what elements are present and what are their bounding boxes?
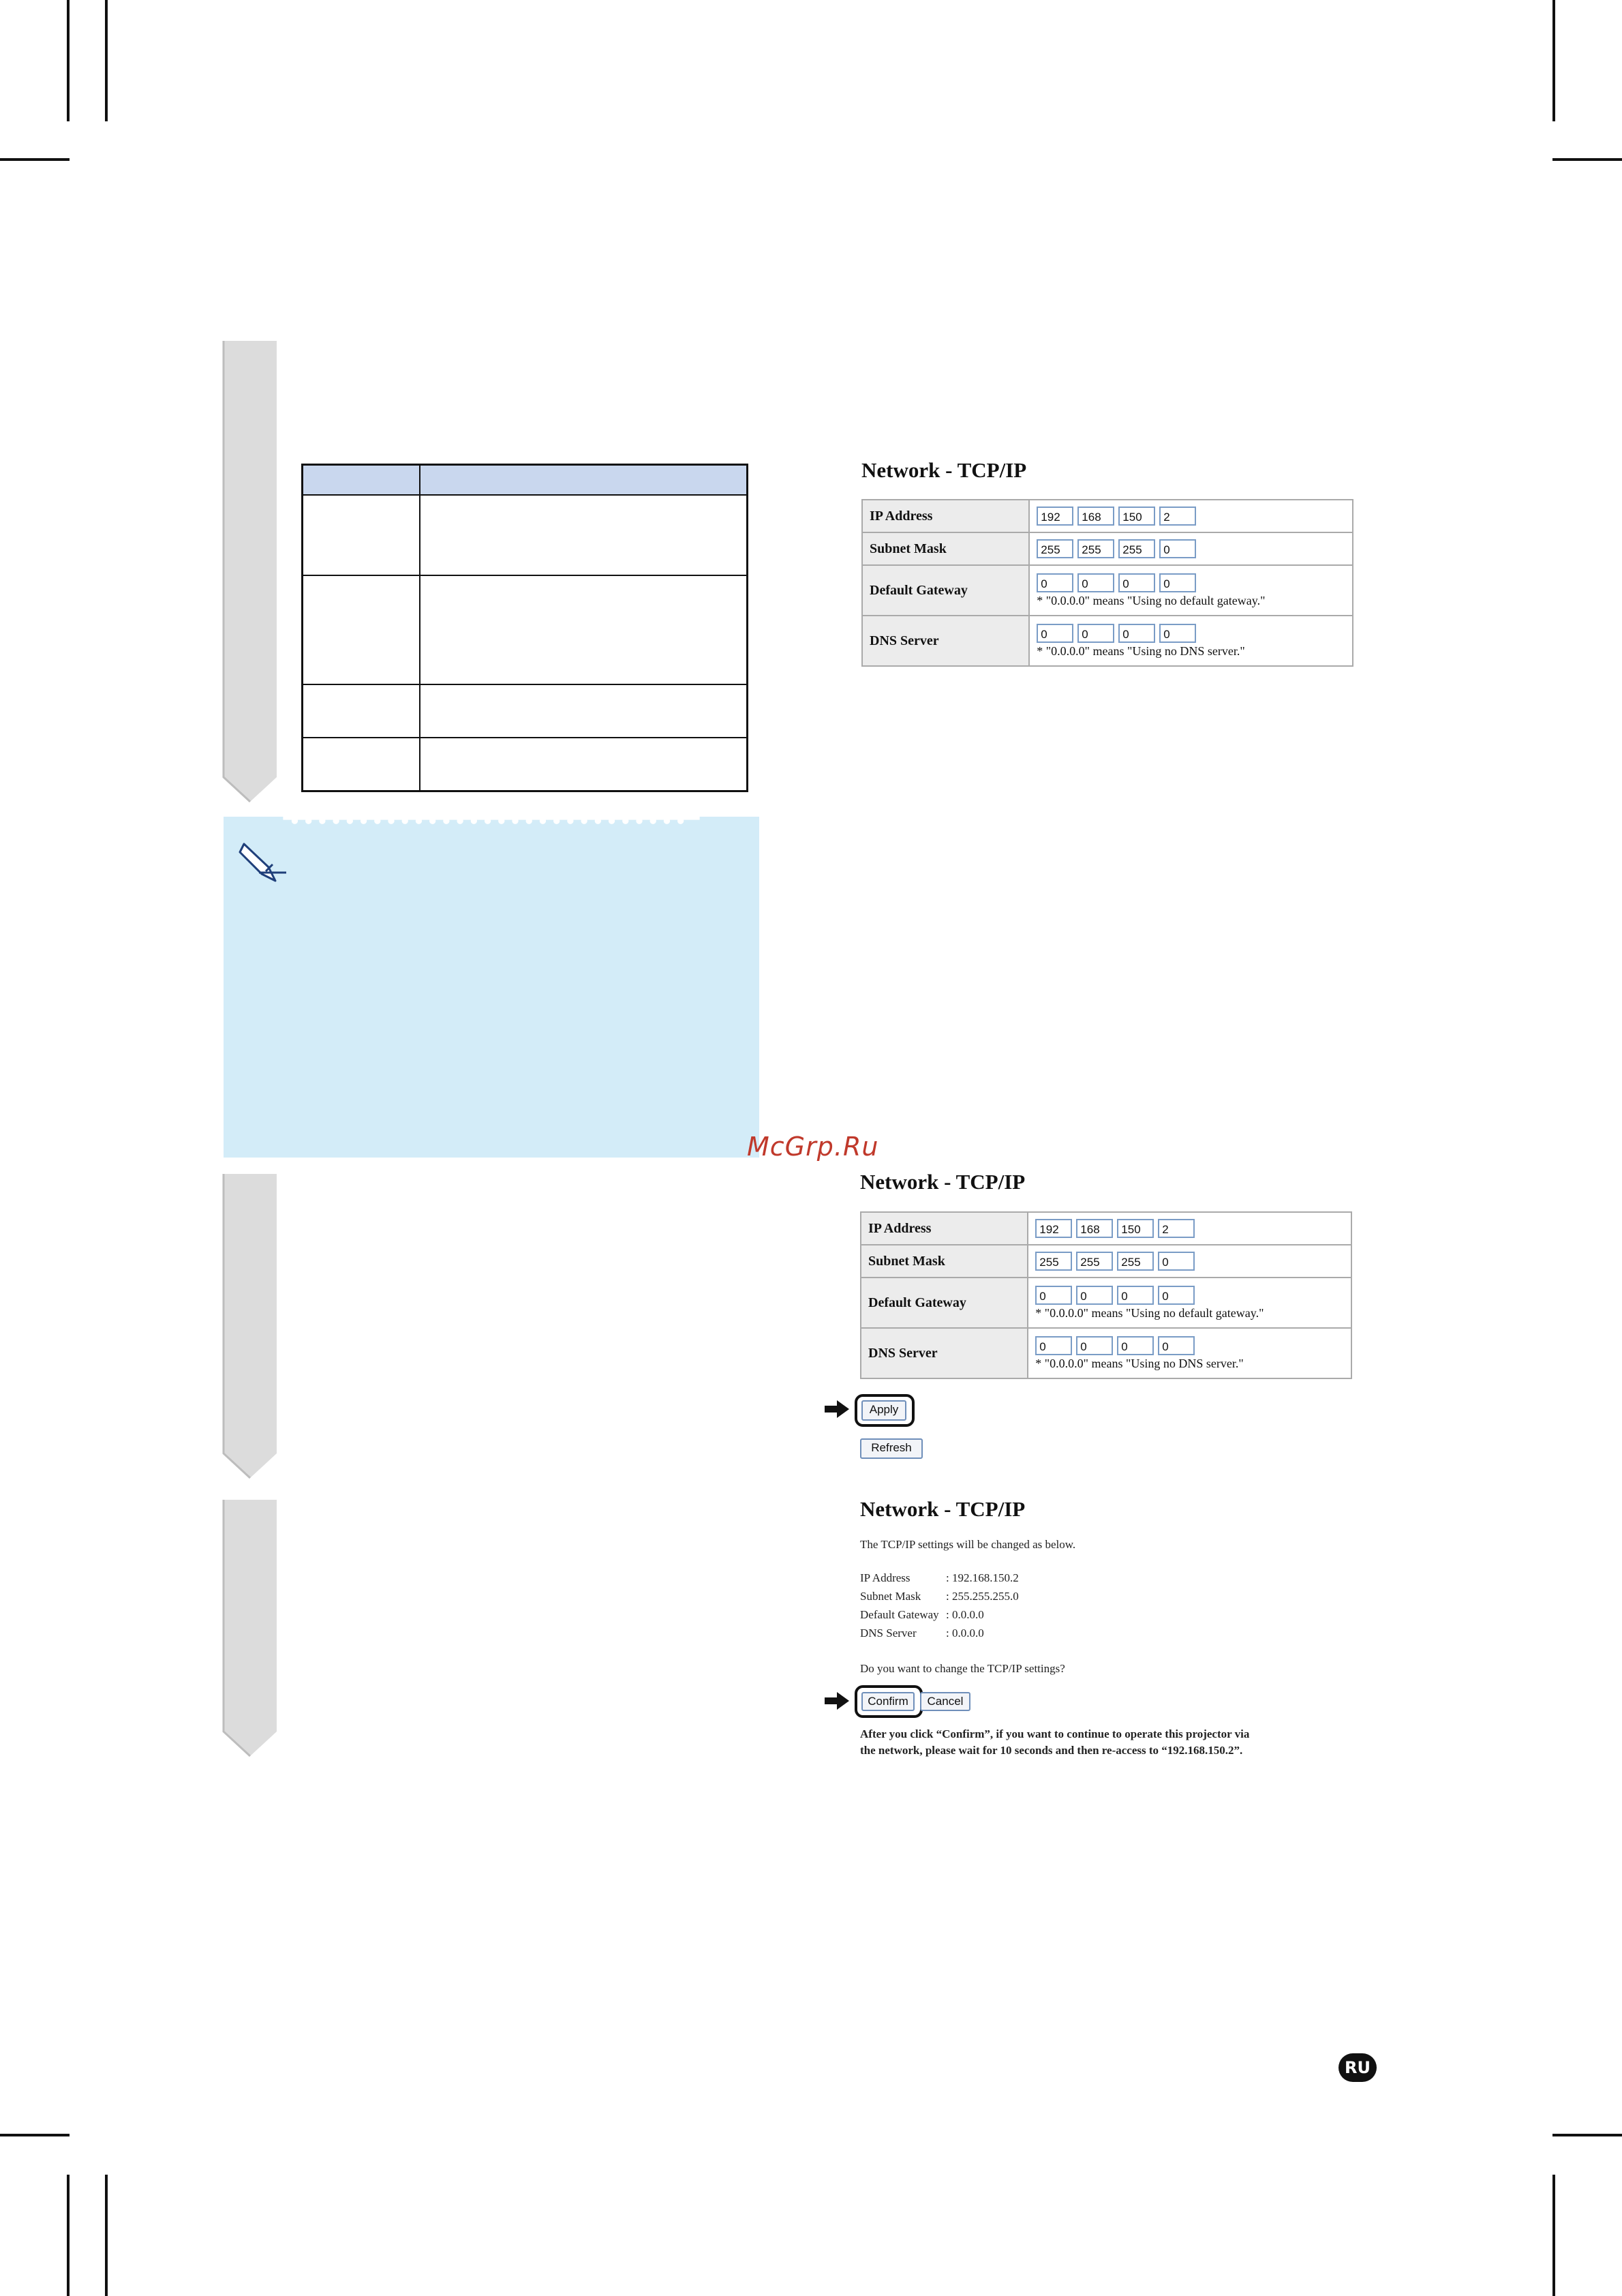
crop-mark <box>1552 2175 1555 2296</box>
confirm-button[interactable]: Confirm <box>861 1692 915 1711</box>
cancel-button[interactable]: Cancel <box>920 1692 970 1711</box>
octet-input[interactable]: 0 <box>1037 624 1073 643</box>
crop-mark <box>105 0 108 121</box>
row-label: IP Address <box>862 500 1029 532</box>
octet-input[interactable]: 0 <box>1158 1252 1195 1271</box>
language-badge: RU <box>1338 2053 1377 2082</box>
ip-address-row <box>861 1212 1351 1245</box>
pencil-note-icon <box>239 837 293 885</box>
octet-input[interactable]: 0 <box>1159 539 1196 558</box>
octet-input[interactable]: 0 <box>1117 1286 1154 1305</box>
octet-input[interactable]: 168 <box>1077 507 1114 526</box>
octet-input[interactable]: 168 <box>1076 1219 1113 1238</box>
table-row <box>303 495 748 575</box>
row-label: Default Gateway <box>861 1278 1028 1328</box>
default-gateway-value <box>1028 1278 1351 1328</box>
octet-input[interactable]: 255 <box>1037 539 1073 558</box>
crop-mark <box>105 2175 108 2296</box>
octet-input[interactable]: 192 <box>1035 1219 1072 1238</box>
octet-input[interactable]: 0 <box>1077 573 1114 592</box>
note-perforation <box>224 817 759 826</box>
gateway-hint: * "0.0.0.0" means "Using no default gateway." <box>1037 593 1266 607</box>
octet-input[interactable]: 150 <box>1118 507 1155 526</box>
crop-mark <box>1552 158 1622 161</box>
apply-button[interactable]: Apply <box>861 1400 906 1421</box>
summary-value: : 255.255.255.0 <box>946 1590 1019 1603</box>
octet-input[interactable]: 255 <box>1035 1252 1072 1271</box>
row-label: Default Gateway <box>862 565 1029 616</box>
dns-server-value <box>1029 616 1353 666</box>
summary-value: : 0.0.0.0 <box>946 1627 984 1640</box>
summary-value: : 192.168.150.2 <box>946 1571 1019 1584</box>
octet-input[interactable]: 0 <box>1158 1286 1195 1305</box>
ip-address-row <box>862 500 1353 532</box>
crop-mark <box>0 158 70 161</box>
subnet-mask-value <box>1028 1245 1351 1278</box>
octet-input[interactable]: 150 <box>1117 1219 1154 1238</box>
dns-server-row <box>861 1328 1351 1378</box>
summary-label: Subnet Mask <box>860 1590 921 1603</box>
summary-label: IP Address <box>860 1571 911 1584</box>
confirm-note-line2: the network, please wait for 10 seconds and then re-access to “192.168.150.2”. <box>860 1744 1243 1757</box>
pointer-arrow-icon <box>823 1399 851 1419</box>
octet-input[interactable]: 0 <box>1076 1336 1113 1355</box>
crop-mark <box>1552 0 1555 121</box>
subnet-mask-row <box>862 532 1353 565</box>
dns-hint: * "0.0.0.0" means "Using no DNS server." <box>1035 1356 1244 1370</box>
row-label: Subnet Mask <box>861 1245 1028 1278</box>
crop-mark <box>1552 2134 1622 2136</box>
table-row <box>303 738 748 791</box>
octet-input[interactable]: 0 <box>1037 573 1073 592</box>
octet-input[interactable]: 2 <box>1159 507 1196 526</box>
crop-mark <box>67 0 70 121</box>
default-gateway-value <box>1029 565 1353 616</box>
subnet-mask-row <box>861 1245 1351 1278</box>
octet-input[interactable]: 0 <box>1159 624 1196 643</box>
octet-input[interactable]: 255 <box>1118 539 1155 558</box>
octet-input[interactable]: 0 <box>1076 1286 1113 1305</box>
refresh-button[interactable]: Refresh <box>860 1438 923 1459</box>
row-label: Subnet Mask <box>862 532 1029 565</box>
panel1-title: Network - TCP/IP <box>861 458 1027 482</box>
panel1-tcpip-table <box>861 499 1353 667</box>
site-watermark: McGrp.Ru <box>747 1132 879 1162</box>
octet-input[interactable]: 0 <box>1159 573 1196 592</box>
summary-label: DNS Server <box>860 1627 917 1640</box>
confirm-intro-text: The TCP/IP settings will be changed as below. <box>860 1538 1076 1551</box>
octet-input[interactable]: 255 <box>1117 1252 1154 1271</box>
octet-input[interactable]: 0 <box>1035 1286 1072 1305</box>
crop-mark <box>0 2134 70 2136</box>
octet-input[interactable]: 0 <box>1118 624 1155 643</box>
octet-input[interactable]: 192 <box>1037 507 1073 526</box>
octet-input[interactable]: 0 <box>1077 624 1114 643</box>
octet-input[interactable]: 0 <box>1035 1336 1072 1355</box>
row-label: IP Address <box>861 1212 1028 1245</box>
step-tab-3 <box>222 1500 278 1759</box>
confirm-note-line1: After you click “Confirm”, if you want to continue to operate this projector via <box>860 1727 1250 1740</box>
subnet-mask-value <box>1029 532 1353 565</box>
step-tab-1 <box>222 341 278 804</box>
table-row <box>303 575 748 684</box>
crop-mark <box>67 2175 70 2296</box>
default-gateway-row <box>861 1278 1351 1328</box>
ip-address-value <box>1029 500 1353 532</box>
ip-address-value <box>1028 1212 1351 1245</box>
panel2-title: Network - TCP/IP <box>860 1170 1026 1194</box>
table-row <box>303 684 748 738</box>
summary-value: : 0.0.0.0 <box>946 1608 984 1621</box>
confirm-question: Do you want to change the TCP/IP settings? <box>860 1662 1065 1675</box>
octet-input[interactable]: 0 <box>1118 573 1155 592</box>
octet-input[interactable]: 0 <box>1117 1336 1154 1355</box>
gateway-hint: * "0.0.0.0" means "Using no default gateway." <box>1035 1305 1264 1320</box>
table-header-row <box>303 465 748 496</box>
default-gateway-row <box>862 565 1353 616</box>
octet-input[interactable]: 255 <box>1077 539 1114 558</box>
panel2-tcpip-table <box>860 1211 1352 1379</box>
summary-label: Default Gateway <box>860 1608 939 1621</box>
pointer-arrow-icon <box>823 1691 851 1711</box>
step-tab-2 <box>222 1174 278 1481</box>
octet-input[interactable]: 255 <box>1076 1252 1113 1271</box>
dns-server-value <box>1028 1328 1351 1378</box>
row-label: DNS Server <box>862 616 1029 666</box>
dns-server-row <box>862 616 1353 666</box>
settings-description-table <box>301 464 748 792</box>
row-label: DNS Server <box>861 1328 1028 1378</box>
panel3-title: Network - TCP/IP <box>860 1497 1026 1521</box>
dns-hint: * "0.0.0.0" means "Using no DNS server." <box>1037 644 1245 658</box>
note-box <box>224 817 759 1158</box>
octet-input[interactable]: 2 <box>1158 1219 1195 1238</box>
octet-input[interactable]: 0 <box>1158 1336 1195 1355</box>
